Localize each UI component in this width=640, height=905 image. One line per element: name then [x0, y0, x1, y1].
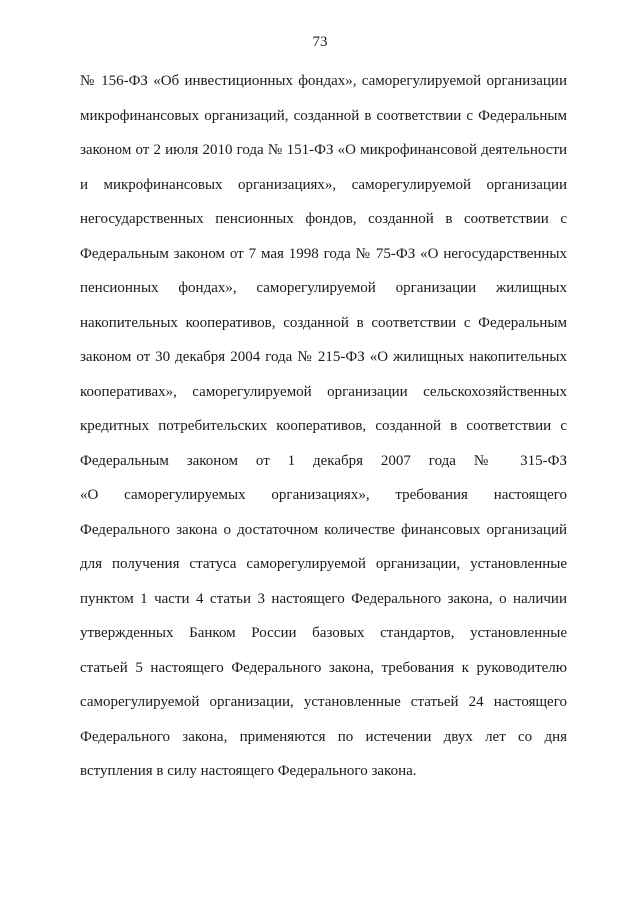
text-line: законом от 2 июля 2010 года № 151-ФЗ «О микрофинансовой деятельности [80, 142, 567, 158]
text-line: пенсионных фондах», саморегулируемой организации жилищных [80, 280, 567, 296]
text-line: кредитных потребительских кооперативов, созданной в соответствии с [80, 418, 567, 434]
text-line: микрофинансовых организаций, созданной в соответствии с Федеральным [80, 107, 567, 124]
text-line: и микрофинансовых организациях», саморегулируемой организации [80, 176, 567, 193]
text-line: саморегулируемой организации, установленные статьей 24 настоящего [80, 694, 567, 710]
text-line: утвержденных Банком России базовых стандартов, установленные [80, 625, 567, 641]
body-text [80, 71, 567, 796]
text-line: законом от 30 декабря 2004 года № 215-ФЗ «О жилищных накопительных [80, 349, 567, 365]
text-line: для получения статуса саморегулируемой организации, установленные [80, 556, 567, 572]
text-line: Федеральным законом от 1 декабря 2007 года № 315-ФЗ [80, 452, 567, 469]
text-line: статьей 5 настоящего Федерального закона, требования к руководителю [80, 659, 567, 676]
text-line: Федерального закона, применяются по истечении двух лет со дня [80, 728, 567, 745]
text-line: Федерального закона о достаточном количестве финансовых организаций [80, 521, 567, 538]
text-line: негосударственных пенсионных фондов, созданной в соответствии с [80, 211, 567, 227]
text-line: кооперативах», саморегулируемой организации сельскохозяйственных [80, 383, 567, 400]
page-number: 73 [312, 34, 328, 50]
text-line: вступления в силу настоящего Федерального закона. [80, 763, 417, 779]
text-line: Федеральным законом от 7 мая 1998 года № 75-ФЗ «О негосударственных [80, 245, 567, 262]
text-line: № 156-ФЗ «Об инвестиционных фондах», саморегулируемой организации [80, 73, 567, 89]
text-line: накопительных кооперативов, созданной в соответствии с Федеральным [80, 314, 567, 331]
text-line: «О саморегулируемых организациях», требования настоящего [80, 487, 567, 503]
text-line: пунктом 1 части 4 статьи 3 настоящего Федерального закона, о наличии [80, 590, 567, 607]
